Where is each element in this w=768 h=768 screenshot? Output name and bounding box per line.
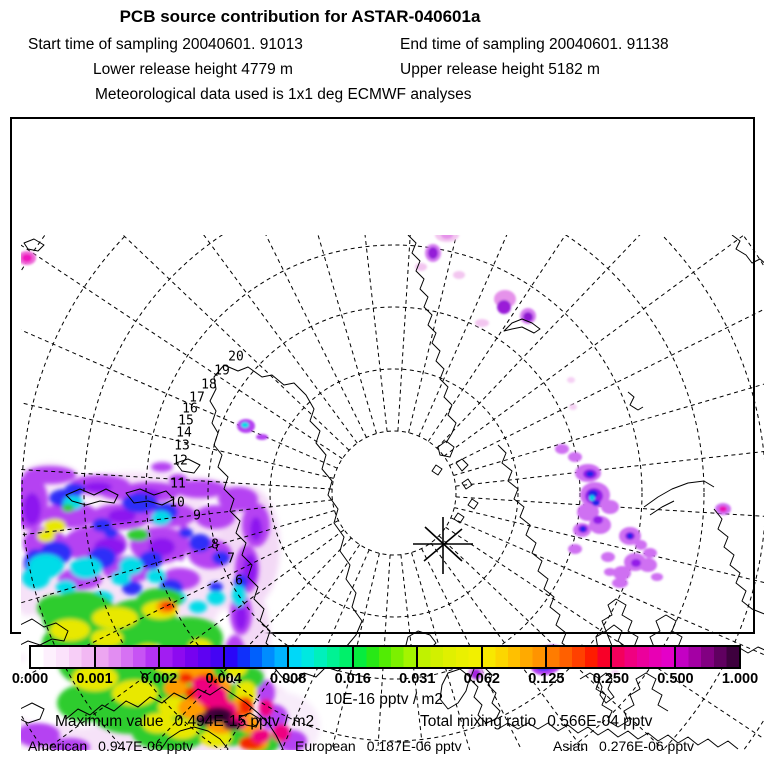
gridline-label: 20 [228,349,244,365]
colorbar-segment [354,647,419,667]
gridline-label: 9 [193,508,201,524]
gridline-label: 14 [176,425,192,441]
gridline-label: 6 [235,573,243,589]
american-contribution-stat [28,738,193,754]
colorbar-segment [418,647,483,667]
total-mixing-ratio-label: Total mixing ratio [420,713,537,730]
subtitle-start-time: Start time of sampling 20040601. 91013 [28,36,303,53]
gridline-label: 19 [214,363,230,379]
colorbar-tick-label: 0.031 [399,671,436,687]
european-label: European [295,738,356,754]
colorbar-tick-label: 0.500 [657,671,694,687]
european-contribution-stat [295,738,462,754]
gridline-label: 12 [172,453,188,469]
maximum-value-stat [55,713,314,731]
asian-label: Asian [553,738,589,754]
maximum-value-label: Maximum value [55,713,164,730]
gridline-label: 16 [182,401,198,417]
total-mixing-ratio-value: 0.566E-04 pptv [547,713,653,730]
asian-value: 0.276E-06 pptv [599,738,694,754]
gridline-label: 10 [169,495,185,511]
colorbar-tick-label: 0.001 [76,671,113,687]
colorbar-segment [160,647,225,667]
american-label: American [28,738,88,754]
colorbar-segment [547,647,612,667]
colorbar-tick-label: 0.008 [270,671,307,687]
gridline-label: 18 [201,377,217,393]
colorbar-unit-label: 10E-16 pptv / m2 [324,691,444,708]
colorbar-segment [612,647,677,667]
colorbar-segment [31,647,96,667]
gridline-label: 17 [189,390,205,406]
colorbar-segment [96,647,161,667]
colorbar-segment [289,647,354,667]
maximum-value: 0.494E-15 pptv / m2 [174,713,315,730]
subtitle-end-time: End time of sampling 20040601. 91138 [400,36,669,53]
colorbar-tick-label: 0.062 [463,671,500,687]
colorbar-tick-label: 0.004 [205,671,242,687]
gridline-label: 15 [178,413,194,429]
colorbar-tick-labels [0,671,768,689]
colorbar-segment [483,647,548,667]
gridline-label: 13 [174,438,190,454]
colorbar-tick-label: 0.016 [334,671,371,687]
colorbar-tick-label: 0.250 [592,671,630,687]
colorbar-tick-label: 0.002 [140,671,178,687]
gridline-label: 7 [227,551,235,567]
gridline-label: 8 [211,537,219,553]
asian-contribution-stat [553,738,694,754]
total-mixing-ratio-stat [420,713,652,731]
subtitle-upper-release: Upper release height 5182 m [400,61,600,78]
subtitle-lower-release: Lower release height 4779 m [93,61,293,78]
page-title: PCB source contribution for ASTAR-040601a [119,7,481,26]
european-value: 0.187E-06 pptv [366,738,462,754]
colorbar-segment [225,647,290,667]
colorbar-tick-label: 0.125 [528,671,565,687]
colorbar-tick-label: 0.000 [11,671,49,687]
colorbar-tick-label: 1.000 [721,671,759,687]
american-value: 0.947E-06 pptv [98,738,194,754]
map-panel [10,117,755,634]
subtitle-met-data: Meteorological data used is 1x1 deg ECMWF analyses [95,86,472,103]
gridline-label: 11 [170,476,186,492]
colorbar [29,645,741,669]
colorbar-segment [676,647,739,667]
